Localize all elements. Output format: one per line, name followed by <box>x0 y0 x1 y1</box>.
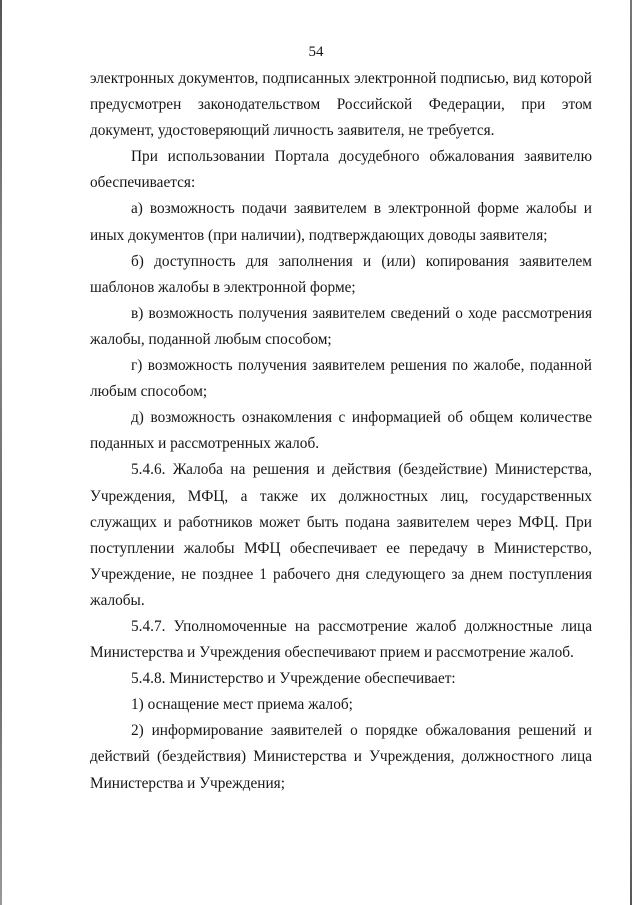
list-item-a: а) возможность подачи заявителем в электронной форме жалобы и иных документов (при наличии), подтверждающих доводы заявителя; <box>90 200 592 244</box>
list-item-g: г) возможность получения заявителем решения по жалобе, поданной любым способом; <box>90 357 592 401</box>
list-item-1: 1) оснащение мест приема жалоб; <box>131 696 353 714</box>
list-item-v: в) возможность получения заявителем сведений о ходе рассмотрения жалобы, поданной любым способом; <box>90 304 592 348</box>
paragraph-portal-intro: При использовании Портала досудебного обжалования заявителю обеспечивается: <box>90 148 592 192</box>
section-5-4-6: 5.4.6. Жалоба на решения и действия (бездействие) Министерства, Учреждения, МФЦ, а также их должностных лиц, государственных служащих и работников может быть подана заявителем через МФЦ. При поступлении жалобы МФЦ обеспечивает ее передачу в Министерство, Учреждение, не позднее 1 рабочего дня следующего за днем поступления жалобы. <box>90 461 592 609</box>
section-5-4-7: 5.4.7. Уполномоченные на рассмотрение жалоб должностные лица Министерства и Учреждения обеспечивают прием и рассмотрение жалоб. <box>90 617 592 662</box>
paragraph-continuation: электронных документов, подписанных электронной подписью, вид которой предусмотрен законодательством Российской Федерации, при этом документ, удостоверяющий личность заявителя, не требуется. <box>90 70 592 140</box>
page-number: 54 <box>308 44 324 60</box>
scan-edge-left <box>0 0 2 905</box>
list-item-2: 2) информирование заявителей о порядке обжалования решений и действий (бездействия) Министерства и Учреждения, должностного лица Министерства и Учреждения; <box>90 722 592 792</box>
document-body <box>90 66 592 797</box>
section-5-4-8: 5.4.8. Министерство и Учреждение обеспечивает: <box>131 670 456 688</box>
list-item-b: б) доступность для заполнения и (или) копирования заявителем шаблонов жалобы в электронной форме; <box>90 252 592 296</box>
list-item-d: д) возможность ознакомления с информацией об общем количестве поданных и рассмотренных жалоб. <box>90 409 592 453</box>
